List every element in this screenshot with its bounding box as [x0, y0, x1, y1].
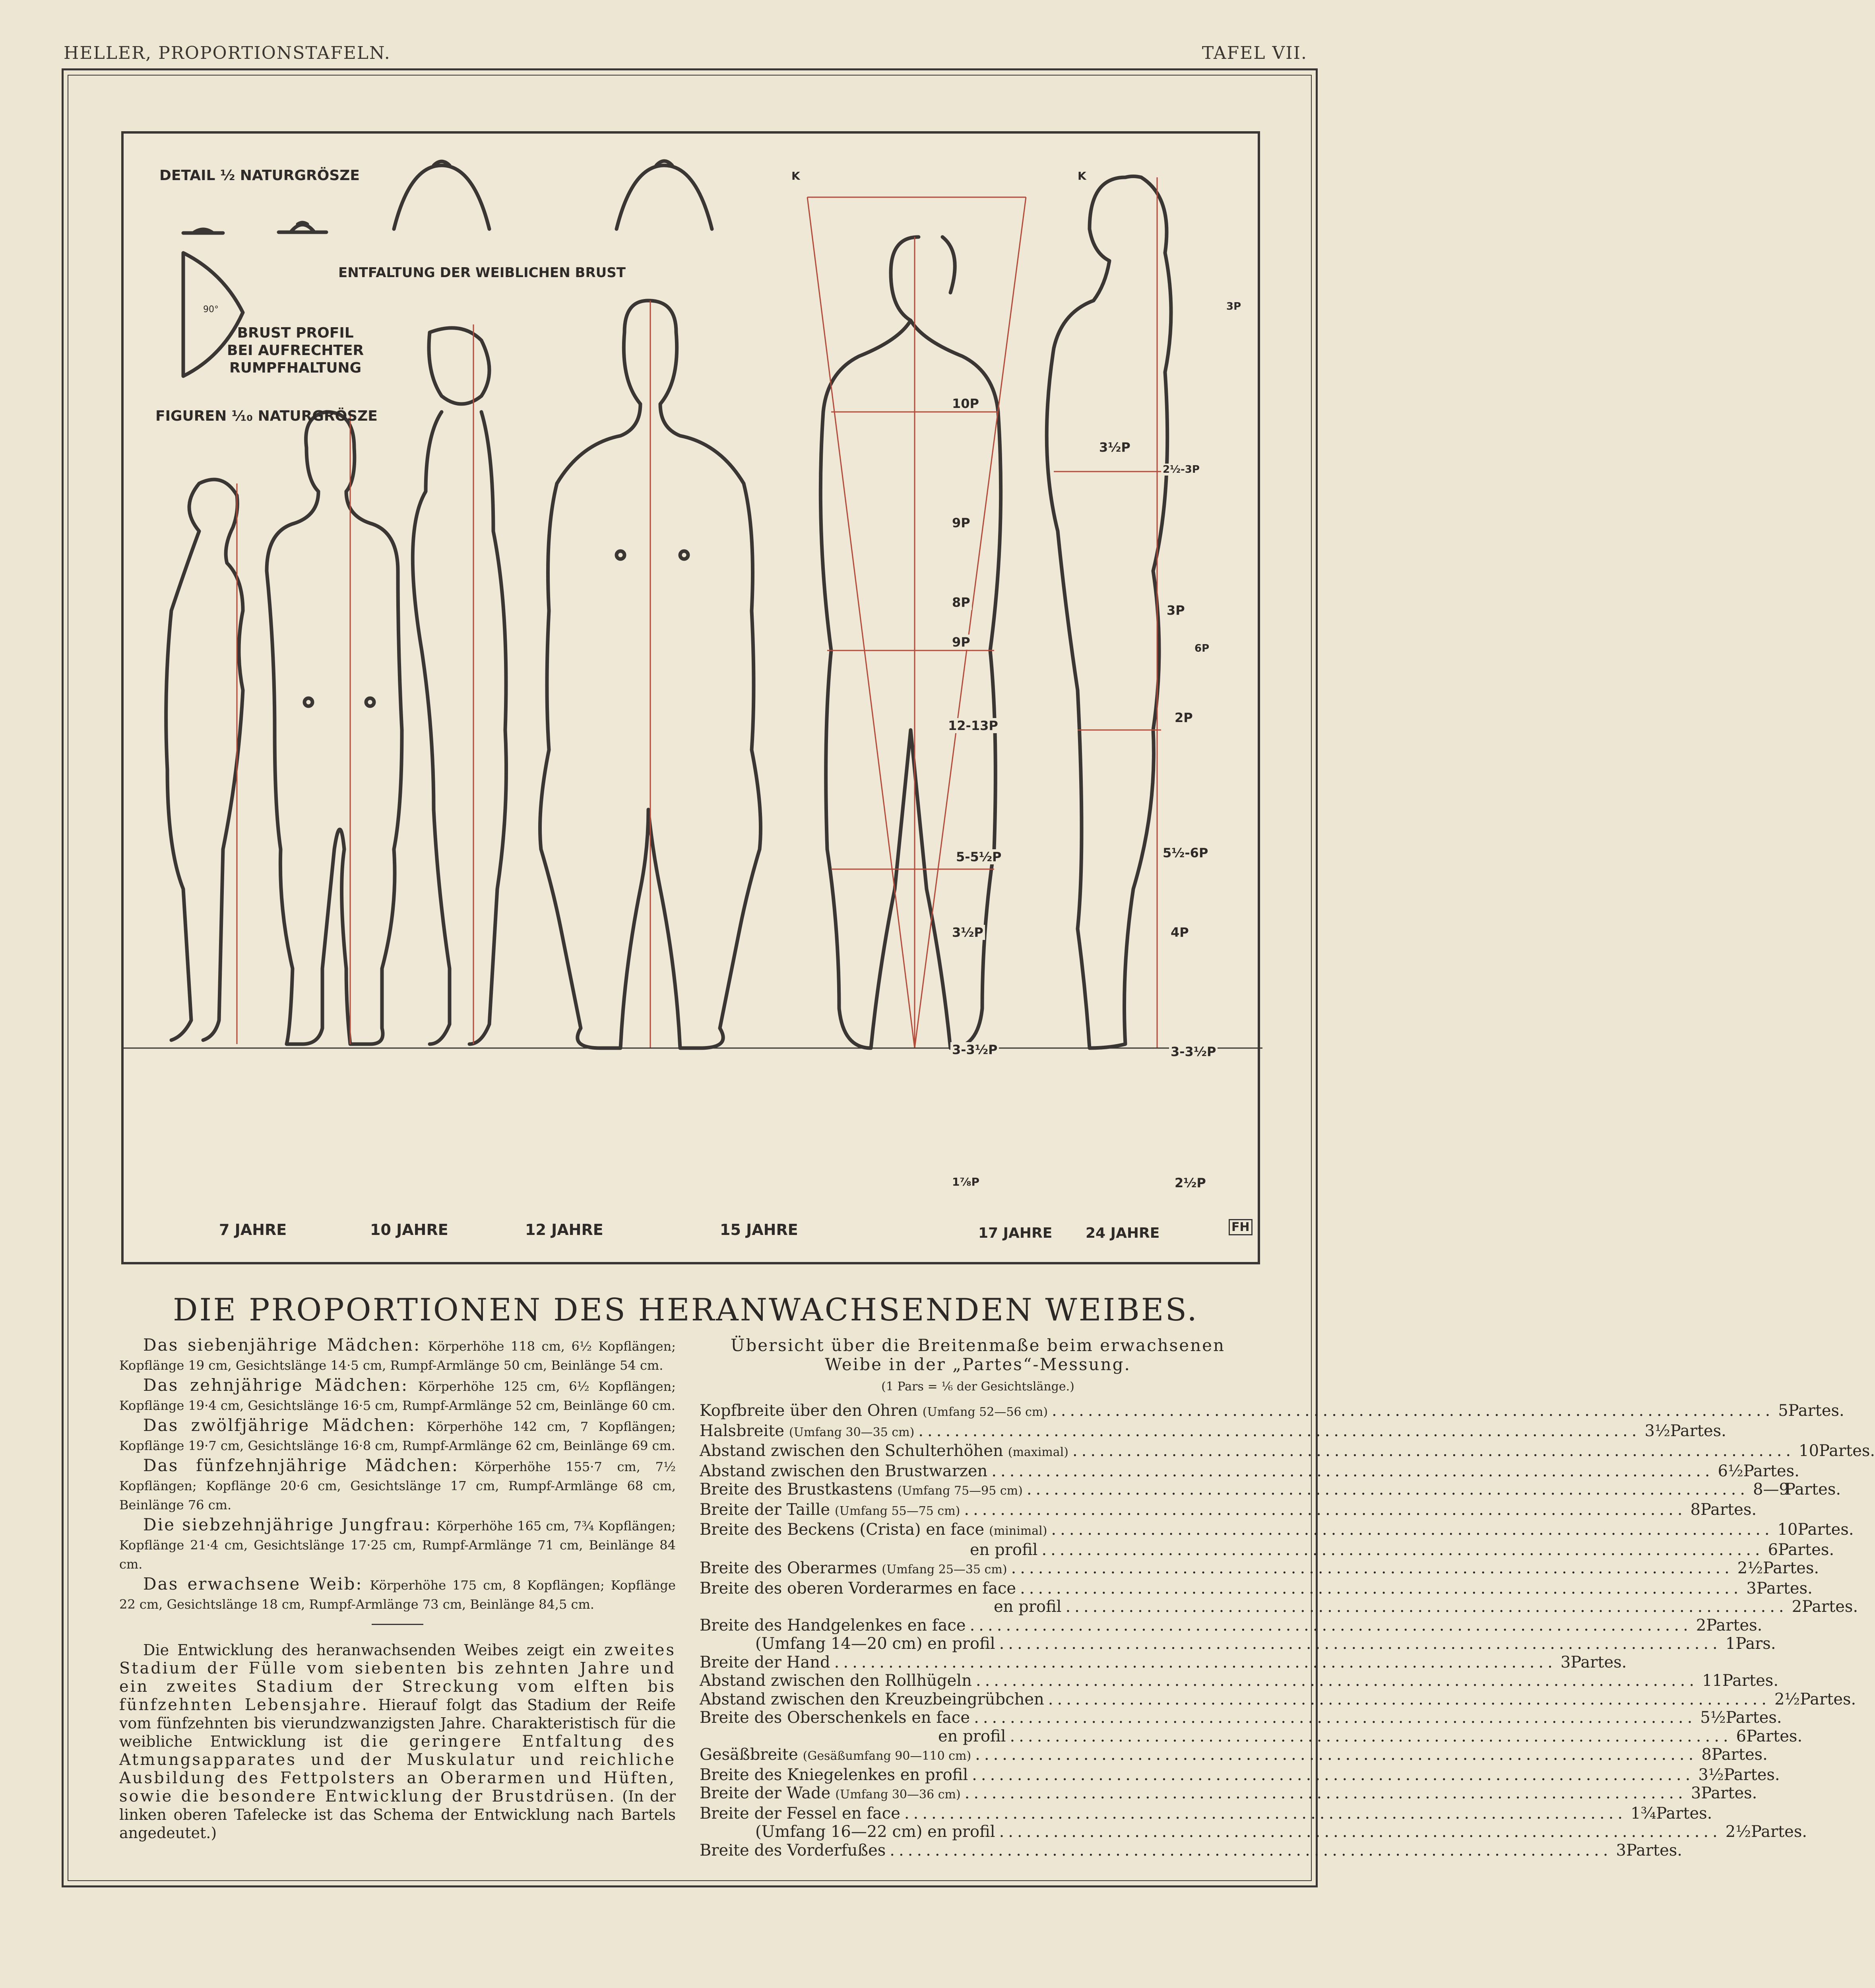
leader-dots: ................................................................................ — [999, 1635, 1722, 1653]
row-label: Breite des Oberschenkels en face — [700, 1708, 970, 1727]
row-unit: Partes. — [1724, 1765, 1780, 1784]
development-paragraph: Die Entwicklung des heranwachsenden Weibes zeigt ein zweites Stadium der Fülle vom siebenten bis zehnten Jahre und ein zweites Stadium der Streckung vom elften bis fünfzehnten Lebensjahre. Hierauf folgt das Stadium der Reife vom fünfzehnten bis vierundzwanzigsten Jahre. Charakteristisch für die weibliche Entwicklung ist die geringere Entfaltung des Atmungsapparates und der Muskulatur und reichliche Ausbildung des Fettpolsters an Oberarmen und Hüften, sowie die besondere Entwicklung der Brustdrüsen. (In der linken oberen Tafelecke ist das Schema der Entwicklung nach Bartels angedeutet.) — [119, 1641, 676, 1842]
table-row — [700, 1823, 1807, 1841]
row-unit: Partes. — [1778, 1540, 1834, 1559]
running-header-right: TAFEL VII. — [1202, 43, 1307, 63]
leader-dots: ................................................................................ — [834, 1653, 1557, 1672]
row-unit: Partes. — [1751, 1823, 1807, 1841]
row-label: en profil — [970, 1540, 1038, 1559]
leader-dots: ................................................................................ — [918, 1421, 1641, 1440]
entry-17-years: Die siebzehnjährige Jungfrau: Körperhöhe 165 cm, 7¾ Kopflängen; Kopflänge 21·4 cm, Gesichtslänge 17·25 cm, Rumpf-Armlänge 71 cm, Beinlänge 84 cm. — [119, 1515, 676, 1572]
back-measure-6: 5-5½P — [954, 849, 1003, 864]
table-row — [700, 1784, 1757, 1804]
row-unit: Partes. — [1788, 1402, 1844, 1420]
row-unit: Partes. — [1763, 1559, 1819, 1577]
leader-dots: ................................................................................ — [975, 1745, 1698, 1764]
table-row — [700, 1765, 1780, 1784]
row-value: 5½ — [1700, 1708, 1726, 1727]
row-value: 2½ — [1725, 1823, 1751, 1841]
table-row — [700, 1616, 1763, 1635]
back-measure-5: 12-13P — [946, 718, 1000, 733]
back-measure-9: 1⅞P — [950, 1175, 981, 1188]
row-value: 1¾ — [1631, 1804, 1656, 1823]
row-unit: Partes. — [1700, 1500, 1757, 1519]
row-label: Abstand zwischen den Schulterhöhen — [700, 1442, 1003, 1460]
leader-dots: ................................................................................ — [1052, 1402, 1774, 1420]
leader-dots: ................................................................................ — [964, 1784, 1687, 1802]
leader-dots: ................................................................................ — [969, 1616, 1692, 1635]
entry-15-years: Das fünfzehnjährige Mädchen: Körperhöhe 155·7 cm, 7½ Kopflängen; Kopflänge 20·6 cm, Gesichtslänge 17 cm, Rumpf-Armlänge 68 cm, Beinlänge 76 cm. — [119, 1456, 676, 1512]
table-row — [700, 1635, 1776, 1653]
entry-7-years: Das siebenjährige Mädchen: Körperhöhe 118 cm, 6½ Kopflängen; Kopflänge 19 cm, Gesichtslänge 14·5 cm, Rumpf-Armlänge 50 cm, Beinlänge 54 cm. — [119, 1335, 676, 1373]
row-sublabel: (Umfang 52—56 cm) — [922, 1405, 1048, 1419]
side-measure-6: 2P — [1173, 710, 1194, 725]
leader-dots: ................................................................................ — [972, 1765, 1695, 1784]
table-row — [700, 1480, 1841, 1501]
figure-12-years — [413, 328, 506, 1044]
row-unit: Partes. — [1701, 1784, 1757, 1802]
row-sublabel: (Umfang 25—35 cm) — [882, 1563, 1007, 1576]
row-unit: Partes. — [1711, 1745, 1768, 1764]
table-row — [700, 1690, 1856, 1709]
table-row — [700, 1462, 1799, 1481]
proportion-guide-lines — [237, 177, 1173, 1048]
back-measure-1: 10P — [950, 396, 981, 411]
row-label: Breite der Hand — [700, 1653, 830, 1672]
row-value: 2 — [1792, 1598, 1802, 1616]
row-label: en profil — [994, 1598, 1062, 1616]
row-sublabel: (Umfang 30—35 cm) — [789, 1425, 915, 1439]
k-label-left: K — [791, 169, 800, 182]
row-sublabel: (Gesäßumfang 90—110 cm) — [803, 1749, 971, 1763]
age-label-24: 24 JAHRE — [1086, 1225, 1160, 1241]
k-label-right: K — [1078, 169, 1086, 182]
entry-adult: Das erwachsene Weib: Körperhöhe 175 cm, 8 Kopflängen; Kopflänge 22 cm, Gesichtslänge 18 cm, Rumpf-Armlänge 73 cm, Beinlänge 84,5 cm. — [119, 1574, 676, 1612]
row-value: 3 — [1746, 1579, 1757, 1598]
row-label: Kopfbreite über den Ohren — [700, 1402, 918, 1420]
side-measure-10: 2½P — [1173, 1175, 1208, 1190]
row-unit: Pars. — [1735, 1635, 1776, 1653]
figure-7-years — [166, 480, 243, 1040]
row-label: en profil — [938, 1727, 1006, 1745]
row-unit: Partes. — [1571, 1653, 1627, 1672]
plate-drawing — [124, 134, 1262, 1267]
table-row — [700, 1727, 1803, 1746]
table-row — [700, 1804, 1712, 1823]
row-unit: Partes. — [1819, 1442, 1875, 1460]
leader-dots: ................................................................................ — [999, 1823, 1722, 1841]
back-measure-7: 3½P — [950, 925, 985, 940]
leader-dots: ................................................................................ — [1010, 1727, 1732, 1745]
side-measure-1: 3P — [1225, 301, 1243, 313]
back-measure-8: 3-3½P — [950, 1042, 999, 1057]
table-rows — [700, 1402, 1875, 1860]
row-label: Breite der Fessel en face — [700, 1804, 900, 1823]
row-label: Breite des Vorderfußes — [700, 1841, 886, 1860]
leader-dots: ................................................................................ — [890, 1841, 1612, 1860]
row-label: (Umfang 16—22 cm) en profil — [755, 1823, 995, 1841]
leader-dots: ................................................................................ — [1020, 1579, 1743, 1598]
row-sublabel: (minimal) — [989, 1524, 1047, 1538]
row-label: Breite des Oberarmes — [700, 1559, 877, 1577]
table-row — [700, 1841, 1682, 1860]
row-sublabel: (Umfang 75—95 cm) — [897, 1484, 1023, 1498]
row-value: 3 — [1616, 1841, 1626, 1860]
row-value: 10 — [1799, 1442, 1819, 1460]
unfold-label: ENTFALTUNG DER WEIBLICHEN BRUST — [338, 265, 626, 281]
figures-scale-label: FIGUREN ⅒ NATURGRÖSZE — [155, 408, 378, 424]
table-note: (1 Pars = ⅙ der Gesichtslänge.) — [881, 1380, 1074, 1394]
row-value: 10 — [1777, 1520, 1798, 1539]
table-row — [700, 1745, 1768, 1766]
side-measure-3: 2½-3P — [1161, 464, 1201, 476]
side-measure-7: 5½-6P — [1161, 845, 1210, 860]
detail-label: DETAIL ½ NATURGRÖSZE — [159, 167, 360, 184]
table-row — [700, 1500, 1757, 1521]
row-value: 8—9 — [1753, 1480, 1789, 1499]
leader-dots: ................................................................................ — [1048, 1690, 1770, 1708]
row-unit: Partes. — [1797, 1520, 1854, 1539]
angle-label: 90° — [203, 305, 219, 315]
row-unit: Partes. — [1626, 1841, 1682, 1860]
row-value: 6½ — [1718, 1462, 1743, 1480]
side-measure-8: 4P — [1169, 925, 1191, 940]
row-unit: Partes. — [1706, 1616, 1763, 1635]
entry-10-years: Das zehnjährige Mädchen: Körperhöhe 125 cm, 6½ Kopflängen; Kopflänge 19·4 cm, Gesichtslänge 16·5 cm, Rumpf-Armlänge 52 cm, Beinlänge 60 cm. — [119, 1375, 676, 1413]
row-value: 3 — [1691, 1784, 1701, 1802]
table-row — [700, 1559, 1819, 1579]
row-label: Abstand zwischen den Rollhügeln — [700, 1672, 972, 1690]
row-value: 5 — [1778, 1402, 1788, 1420]
row-value: 2½ — [1774, 1690, 1800, 1708]
row-label: Breite des Brustkastens — [700, 1480, 893, 1499]
row-value: 8 — [1690, 1500, 1700, 1519]
side-measure-9: 3-3½P — [1169, 1044, 1218, 1059]
age-label-12: 12 JAHRE — [525, 1221, 603, 1239]
figure-24-years — [1047, 177, 1171, 1048]
table-title: Übersicht über die Breitenmaße beim erwachsenen Weibe in der „Partes“-Messung. — [730, 1336, 1225, 1374]
age-label-15: 15 JAHRE — [720, 1221, 798, 1239]
leader-dots: ................................................................................ — [974, 1708, 1697, 1727]
row-label: Abstand zwischen den Brustwarzen — [700, 1462, 988, 1480]
table-row — [700, 1579, 1813, 1598]
back-measure-4: 9P — [950, 635, 972, 650]
row-value: 2 — [1696, 1616, 1706, 1635]
row-unit: Partes. — [1722, 1672, 1779, 1690]
leader-dots: ................................................................................ — [1026, 1480, 1749, 1499]
leader-dots: ................................................................................ — [1065, 1598, 1788, 1616]
row-value: 6 — [1736, 1727, 1747, 1745]
leader-dots: ................................................................................ — [1051, 1520, 1774, 1539]
section-divider — [372, 1624, 423, 1625]
table-row — [700, 1540, 1834, 1559]
row-label: Breite des Kniegelenkes en profil — [700, 1765, 968, 1784]
side-measure-2: 3½P — [1097, 440, 1132, 455]
table-row — [700, 1672, 1779, 1690]
row-unit: Partes. — [1743, 1462, 1799, 1480]
row-label: Breite der Wade — [700, 1784, 831, 1802]
row-unit: Partes. — [1746, 1727, 1803, 1745]
leader-dots: ................................................................................ — [1011, 1559, 1733, 1577]
age-label-17: 17 JAHRE — [978, 1225, 1053, 1241]
row-value: 8 — [1701, 1745, 1712, 1764]
artist-monogram: FH — [1229, 1219, 1253, 1235]
row-value: 1 — [1725, 1635, 1736, 1653]
row-unit: Partes. — [1800, 1690, 1856, 1708]
table-row — [700, 1708, 1782, 1727]
row-sublabel: (maximal) — [1008, 1445, 1068, 1459]
breast-profile-label: BRUST PROFIL BEI AUFRECHTER RUMPFHALTUNG — [227, 325, 364, 376]
page-title: DIE PROPORTIONEN DES HERANWACHSENDEN WEIBES. — [173, 1292, 1199, 1328]
table-row — [700, 1442, 1875, 1462]
row-sublabel: (Umfang 55—75 cm) — [835, 1504, 960, 1518]
row-label: (Umfang 14—20 cm) en profil — [755, 1635, 995, 1653]
row-label: Abstand zwischen den Kreuzbeingrübchen — [700, 1690, 1044, 1708]
row-value: 6 — [1768, 1540, 1778, 1559]
row-unit: Partes. — [1656, 1804, 1712, 1823]
table-row — [700, 1402, 1844, 1422]
figure-plate — [121, 131, 1260, 1264]
row-label: Breite der Taille — [700, 1500, 830, 1519]
leader-dots: ................................................................................ — [1041, 1540, 1764, 1559]
age-description-column — [119, 1336, 676, 1857]
entry-12-years: Das zwölfjährige Mädchen: Körperhöhe 142 cm, 7 Kopflängen; Kopflänge 19·7 cm, Gesichtslänge 16·8 cm, Rumpf-Armlänge 62 cm, Beinlänge 69 cm. — [119, 1415, 676, 1453]
leader-dots: ................................................................................ — [991, 1462, 1714, 1480]
leader-dots: ................................................................................ — [904, 1804, 1627, 1823]
row-label: Gesäßbreite — [700, 1745, 798, 1764]
row-label: Breite des oberen Vorderarmes en face — [700, 1579, 1016, 1598]
row-value: 3½ — [1698, 1765, 1724, 1784]
row-unit: Partes. — [1802, 1598, 1858, 1616]
row-label: Breite des Handgelenkes en face — [700, 1616, 966, 1635]
row-value: 3½ — [1644, 1421, 1670, 1440]
row-unit: Partes. — [1756, 1579, 1813, 1598]
leader-dots: ................................................................................ — [964, 1500, 1687, 1519]
age-label-10: 10 JAHRE — [370, 1221, 448, 1239]
row-value: 3 — [1560, 1653, 1571, 1672]
table-row — [700, 1653, 1627, 1672]
running-header-left: HELLER, PROPORTIONSTAFELN. — [64, 43, 391, 63]
width-measures-table — [700, 1336, 1875, 1860]
row-unit: Partes. — [1785, 1480, 1841, 1499]
back-measure-2: 9P — [950, 515, 972, 530]
row-unit: Partes. — [1670, 1421, 1726, 1440]
table-row — [700, 1598, 1858, 1616]
row-sublabel: (Umfang 30—36 cm) — [835, 1788, 961, 1802]
figure-10-years — [267, 412, 402, 1044]
row-value: 11 — [1702, 1672, 1722, 1690]
leader-dots: ................................................................................ — [1072, 1442, 1795, 1460]
row-label: Halsbreite — [700, 1421, 784, 1440]
side-measure-5: 6P — [1193, 643, 1211, 654]
row-label: Breite des Beckens (Crista) en face — [700, 1520, 985, 1539]
table-row — [700, 1421, 1726, 1442]
row-value: 2½ — [1737, 1559, 1763, 1577]
leader-dots: ................................................................................ — [975, 1672, 1699, 1690]
row-unit: Partes. — [1726, 1708, 1782, 1727]
age-label-7: 7 JAHRE — [219, 1221, 287, 1239]
table-row — [700, 1520, 1854, 1541]
back-measure-3: 8P — [950, 595, 972, 610]
side-measure-4: 3P — [1165, 603, 1187, 618]
